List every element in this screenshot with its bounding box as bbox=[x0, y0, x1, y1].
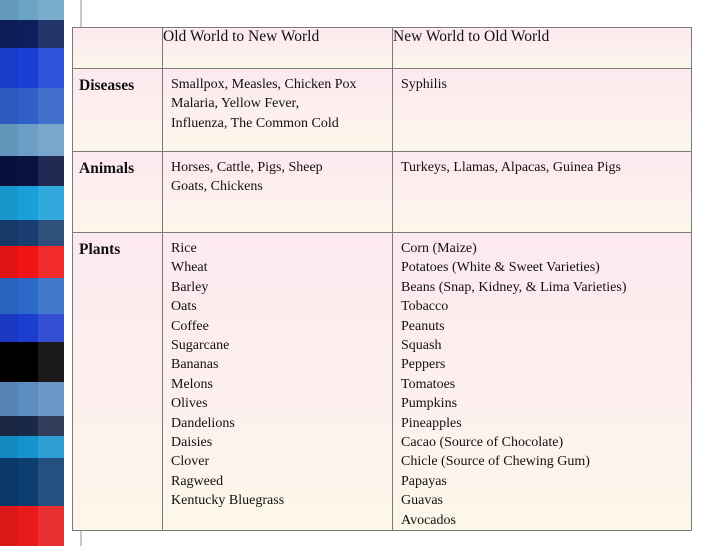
list-item: Smallpox, Measles, Chicken Pox bbox=[171, 77, 357, 92]
decorative-stripe bbox=[0, 278, 64, 314]
header-corner-cell bbox=[73, 28, 163, 69]
decorative-stripe-band bbox=[0, 0, 64, 546]
list-item: Wheat bbox=[171, 260, 208, 276]
list-item: Squash bbox=[401, 338, 442, 354]
list-item: Dandelions bbox=[171, 415, 235, 431]
list-item: Influenza, The Common Cold bbox=[171, 115, 339, 131]
list-item: Peanuts bbox=[401, 318, 445, 334]
list-item: Ragweed bbox=[171, 473, 224, 489]
list-item: Pumpkins bbox=[401, 396, 458, 412]
list-item: Papayas bbox=[401, 473, 447, 489]
cell-diseases-new-to-old bbox=[393, 69, 692, 152]
decorative-stripe bbox=[0, 186, 64, 220]
list-item: Chicle (Source of Chewing Gum) bbox=[401, 454, 590, 470]
list-item: Turkeys, Llamas, Alpacas, Guinea Pigs bbox=[401, 160, 621, 175]
list-item: Guavas bbox=[401, 493, 443, 509]
list-item: Kentucky Bluegrass bbox=[171, 493, 285, 509]
cell-plants-new-to-old bbox=[393, 233, 692, 531]
list-item: Tobacco bbox=[401, 299, 449, 315]
list-item: Coffee bbox=[171, 318, 209, 334]
list-item: Beans (Snap, Kidney, & Lima Varieties) bbox=[401, 279, 627, 295]
decorative-stripe bbox=[0, 156, 64, 186]
decorative-stripe bbox=[0, 246, 64, 278]
list-item: Bananas bbox=[171, 357, 219, 373]
decorative-stripe bbox=[0, 506, 64, 546]
list-item: Syphilis bbox=[401, 77, 447, 92]
cell-animals-new-to-old bbox=[393, 152, 692, 233]
list-item: Horses, Cattle, Pigs, Sheep bbox=[171, 160, 323, 175]
cell-plants-old-to-new bbox=[163, 233, 393, 531]
decorative-stripe bbox=[0, 314, 64, 342]
list-item: Barley bbox=[171, 279, 209, 295]
cell-animals-old-to-new bbox=[163, 152, 393, 233]
decorative-stripe bbox=[0, 88, 64, 124]
row-label-animals: Animals bbox=[73, 152, 163, 233]
decorative-stripe bbox=[0, 436, 64, 458]
list-item: Pineapples bbox=[401, 415, 462, 431]
table-row-plants bbox=[73, 233, 692, 531]
list-item: Avocados bbox=[401, 512, 456, 528]
decorative-stripe bbox=[0, 342, 64, 382]
list-item: Peppers bbox=[401, 357, 446, 373]
list-item: Rice bbox=[171, 241, 197, 256]
list-item: Potatoes (White & Sweet Varieties) bbox=[401, 260, 600, 276]
decorative-stripe bbox=[0, 48, 64, 88]
table-row-diseases bbox=[73, 69, 692, 152]
decorative-stripe bbox=[0, 20, 64, 48]
list-item: Malaria, Yellow Fever, bbox=[171, 96, 300, 112]
decorative-stripe bbox=[0, 220, 64, 246]
row-label-diseases: Diseases bbox=[73, 69, 163, 152]
decorative-stripe bbox=[0, 124, 64, 156]
header-new-to-old: New World to Old World bbox=[393, 28, 692, 69]
decorative-stripe bbox=[0, 382, 64, 416]
decorative-stripe bbox=[0, 0, 64, 20]
cell-diseases-old-to-new bbox=[163, 69, 393, 152]
list-item: Corn (Maize) bbox=[401, 241, 477, 256]
list-item: Olives bbox=[171, 396, 208, 412]
list-item: Sugarcane bbox=[171, 338, 230, 354]
list-item: Goats, Chickens bbox=[171, 179, 263, 195]
list-item: Cacao (Source of Chocolate) bbox=[401, 435, 564, 451]
list-item: Tomatoes bbox=[401, 376, 456, 392]
list-item: Oats bbox=[171, 299, 197, 315]
header-row bbox=[73, 28, 692, 69]
list-item: Melons bbox=[171, 376, 213, 392]
row-label-plants: Plants bbox=[73, 233, 163, 531]
table-row-animals bbox=[73, 152, 692, 233]
columbian-exchange-table bbox=[72, 27, 692, 531]
list-item: Clover bbox=[171, 454, 210, 470]
header-old-to-new: Old World to New World bbox=[163, 28, 393, 69]
decorative-stripe bbox=[0, 458, 64, 506]
decorative-stripe bbox=[0, 416, 64, 436]
list-item: Daisies bbox=[171, 435, 213, 451]
